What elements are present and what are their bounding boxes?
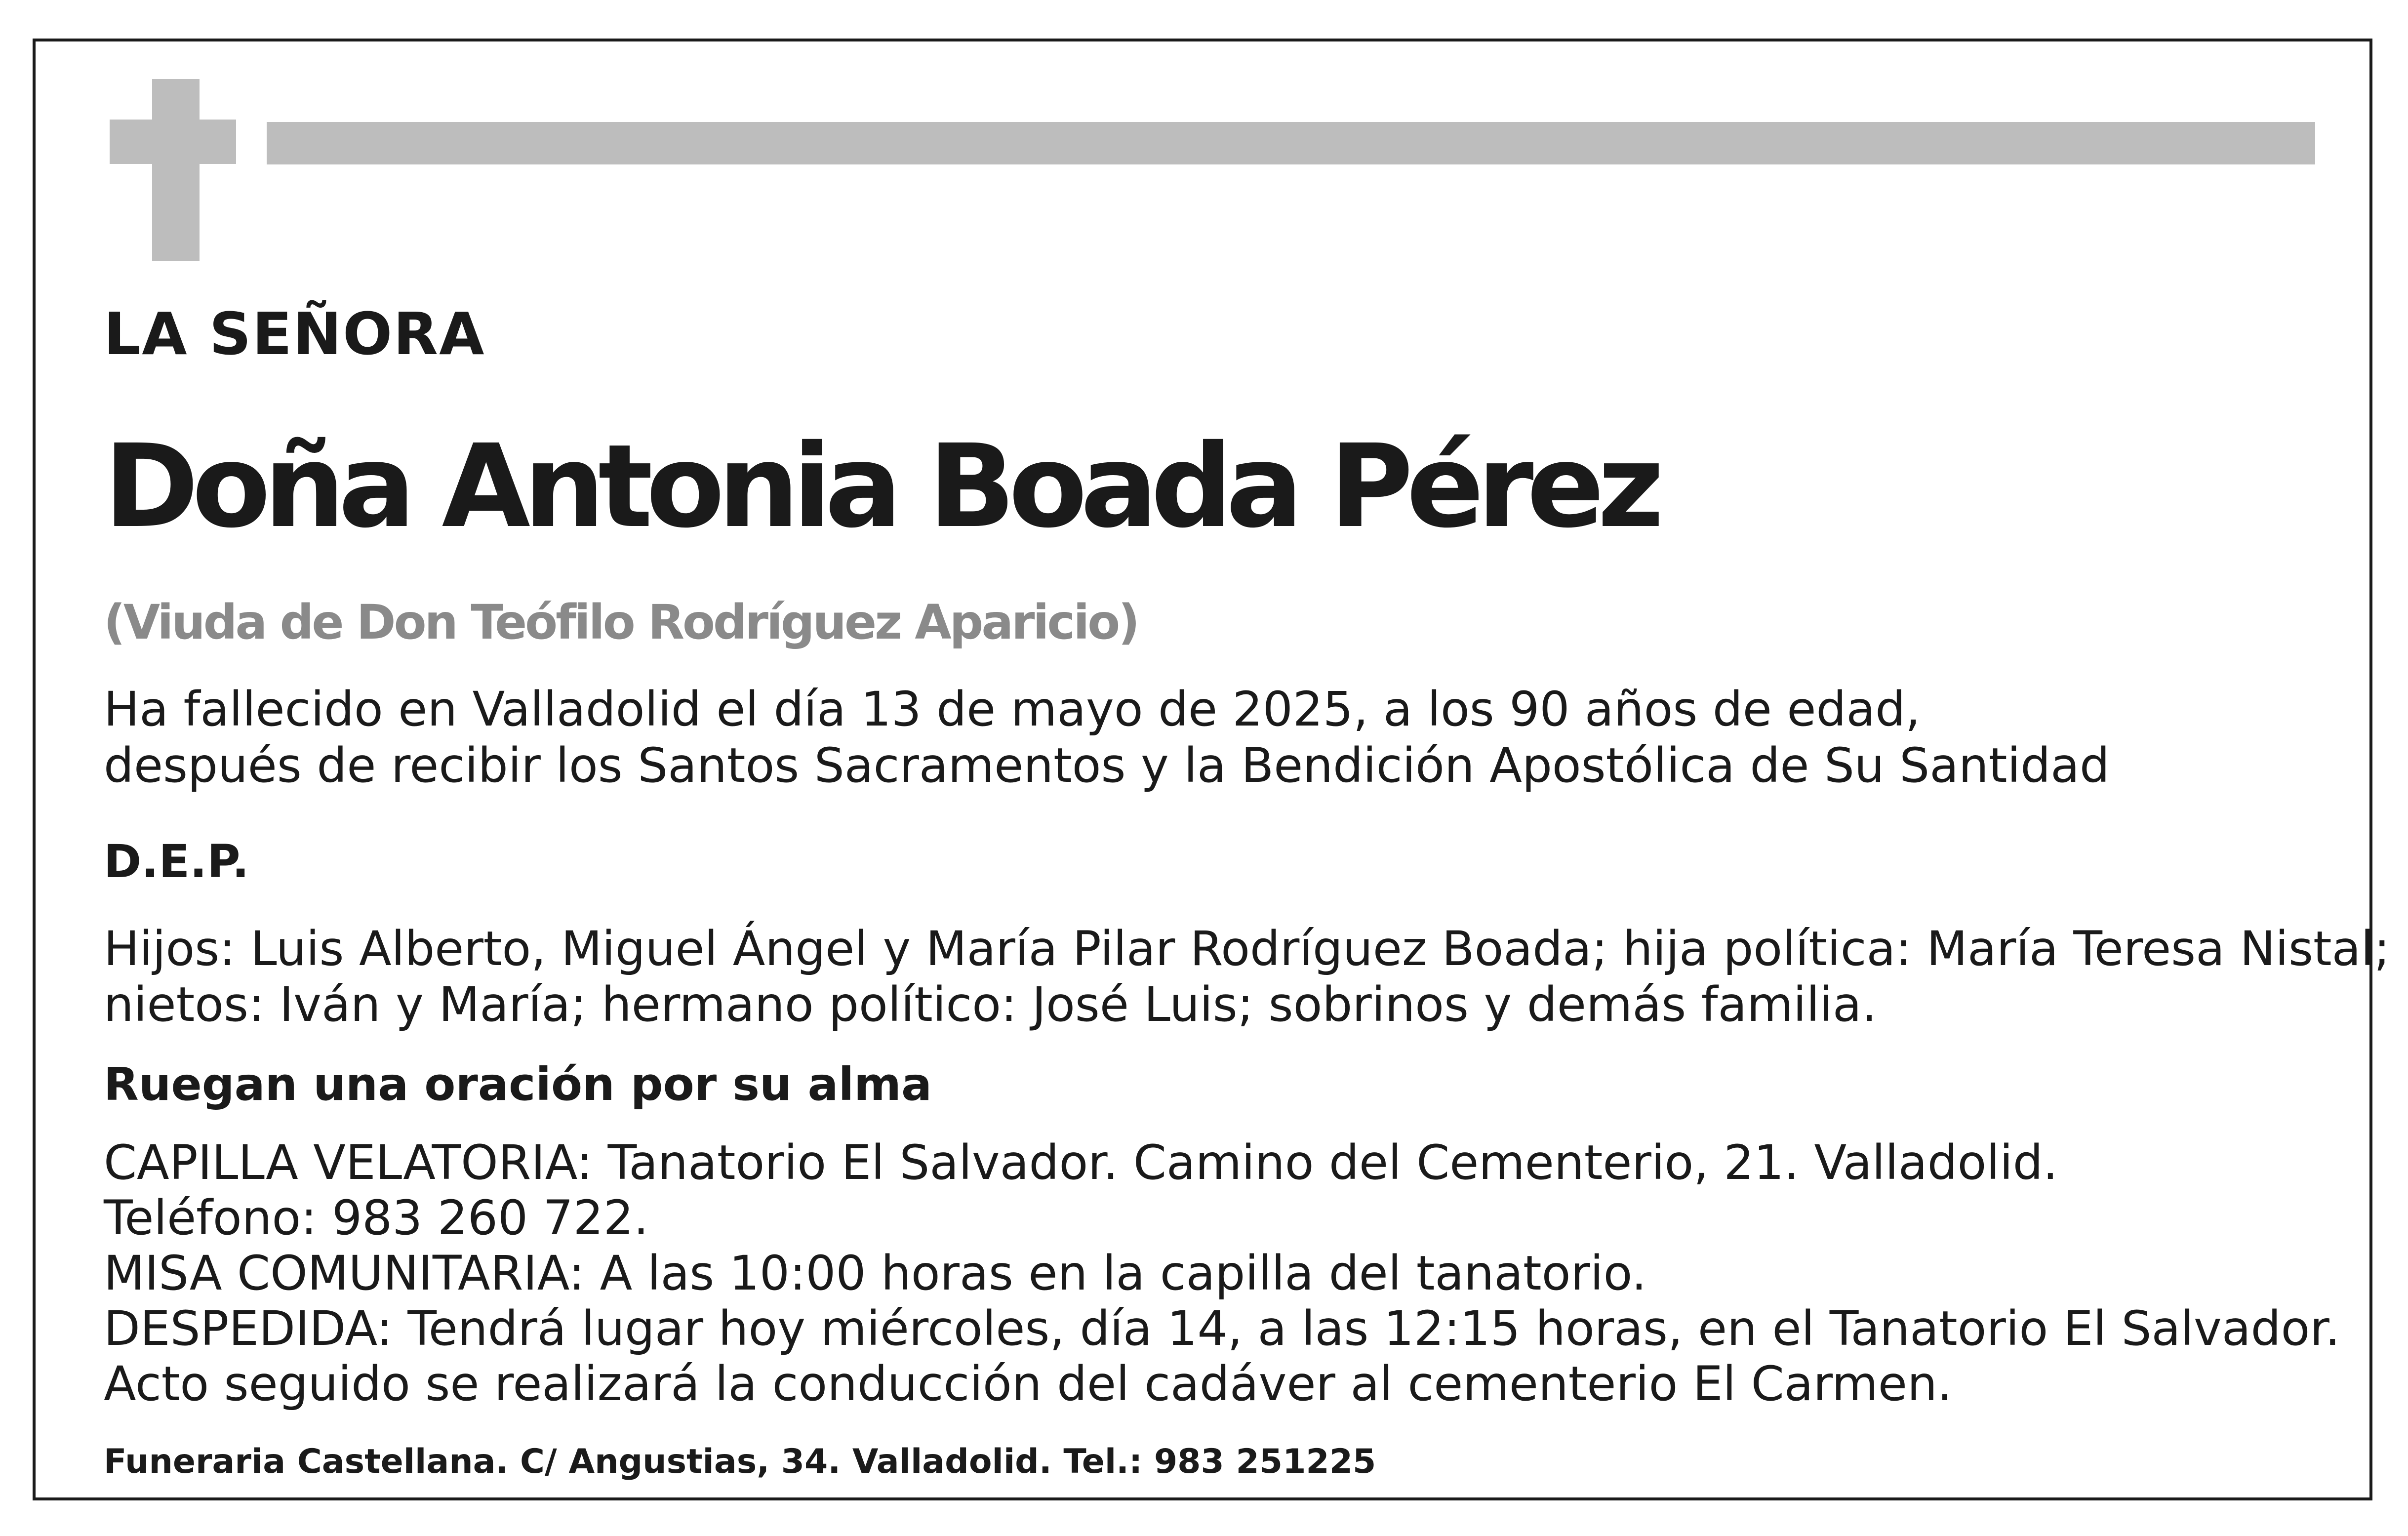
widow-note: (Viuda de Don Teófilo Rodríguez Aparicio) [104, 595, 1138, 650]
service-line-farewell: DESPEDIDA: Tendrá lugar hoy miércoles, día 14, a las 12:15 horas, en el Tanatorio El Salvador. [104, 1301, 2340, 1356]
service-line-chapel: CAPILLA VELATORIA: Tanatorio El Salvador. Camino del Cementerio, 21. Valladolid. [104, 1135, 2058, 1190]
family-line-1: Hijos: Luis Alberto, Miguel Ángel y María Pilar Rodríguez Boada; hija política: María Teresa Nistal; [104, 921, 2390, 976]
cross-horizontal-bar [110, 120, 236, 164]
deceased-name: Doña Antonia Boada Pérez [104, 420, 1657, 553]
prayer-request: Ruegan una oración por su alma [104, 1058, 932, 1111]
service-line-mass: MISA COMUNITARIA: A las 10:00 horas en la capilla del tanatorio. [104, 1246, 1647, 1301]
service-line-phone: Teléfono: 983 260 722. [104, 1190, 649, 1246]
death-notice-line-2: después de recibir los Santos Sacramentos y la Bendición Apostólica de Su Santidad [104, 738, 2110, 793]
honorific: LA SEÑORA [104, 300, 485, 368]
funeral-home-footer: Funeraria Castellana. C/ Angustias, 34. Valladolid. Tel.: 983 251225 [104, 1442, 1376, 1481]
family-line-2: nietos: Iván y María; hermano político: José Luis; sobrinos y demás familia. [104, 977, 1877, 1032]
dep-label: D.E.P. [104, 835, 249, 888]
death-notice-line-1: Ha fallecido en Valladolid el día 13 de mayo de 2025, a los 90 años de edad, [104, 682, 1921, 737]
cross-vertical-bar [152, 79, 200, 261]
header-rule [267, 122, 2315, 164]
service-line-burial: Acto seguido se realizará la conducción del cadáver al cementerio El Carmen. [104, 1356, 1953, 1412]
